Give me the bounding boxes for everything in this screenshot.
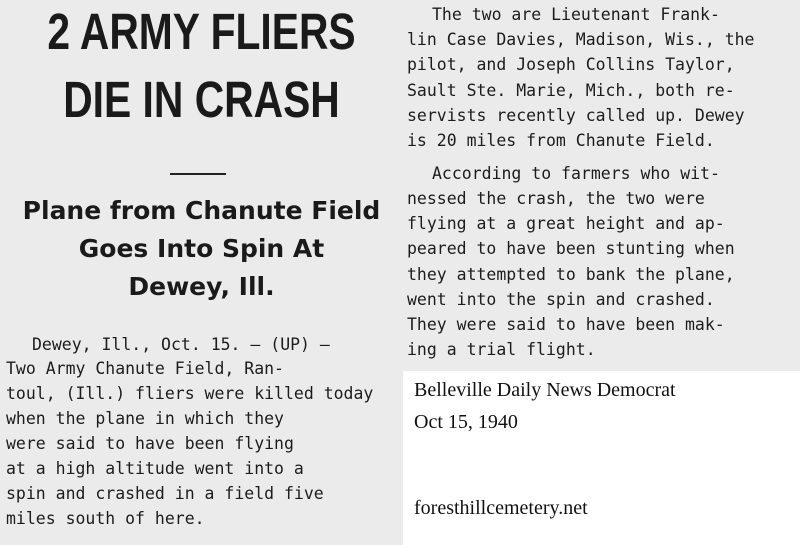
divider-rule bbox=[170, 173, 226, 175]
article-text-line: peared to have been stunting when bbox=[407, 239, 735, 259]
article-text-line: is 20 miles from Chanute Field. bbox=[407, 131, 715, 151]
article-text-line: lin Case Davies, Madison, Wis., the bbox=[407, 30, 755, 50]
website-caption: foresthillcemetery.net bbox=[414, 497, 588, 519]
article-text-line: Sault Ste. Marie, Mich., both re- bbox=[407, 81, 735, 101]
article-text-line: toul, (Ill.) fliers were killed today bbox=[6, 384, 374, 404]
article-text-line: Two Army Chanute Field, Ran- bbox=[6, 359, 284, 379]
article-text-line: when the plane in which they bbox=[6, 409, 284, 429]
source-caption: Belleville Daily News Democrat bbox=[414, 379, 676, 401]
article-text-line: went into the spin and crashed. bbox=[407, 290, 715, 310]
article-text-line: at a high altitude went into a bbox=[6, 459, 304, 479]
article-text-line: they attempted to bank the plane, bbox=[407, 265, 735, 285]
article-text-line: spin and crashed in a field five bbox=[6, 484, 324, 504]
article-text-line: According to farmers who wit- bbox=[432, 164, 720, 184]
subheadline-line-1: Plane from Chanute Field bbox=[22, 196, 381, 225]
article-text-line: ing a trial flight. bbox=[407, 340, 596, 360]
article-text-line: flying at a great height and ap- bbox=[407, 214, 725, 234]
article-text-line: They were said to have been mak- bbox=[407, 315, 725, 335]
article-text-line: pilot, and Joseph Collins Taylor, bbox=[407, 55, 735, 75]
article-text-line: nessed the crash, the two were bbox=[407, 189, 705, 209]
article-text-line: servists recently called up. Dewey bbox=[407, 106, 745, 126]
article-text-line: were said to have been flying bbox=[6, 434, 294, 454]
headline-line-2: DIE IN CRASH bbox=[63, 71, 340, 128]
article-text-line: Dewey, Ill., Oct. 15. — (UP) — bbox=[32, 335, 330, 355]
subheadline-line-3: Dewey, Ill. bbox=[128, 272, 275, 301]
date-caption: Oct 15, 1940 bbox=[414, 411, 518, 433]
subheadline-line-2: Goes Into Spin At bbox=[78, 234, 325, 263]
article-text-line: miles south of here. bbox=[6, 509, 205, 529]
article-text-line: The two are Lieutenant Frank- bbox=[432, 5, 720, 25]
headline-line-1: 2 ARMY FLIERS bbox=[47, 3, 356, 60]
